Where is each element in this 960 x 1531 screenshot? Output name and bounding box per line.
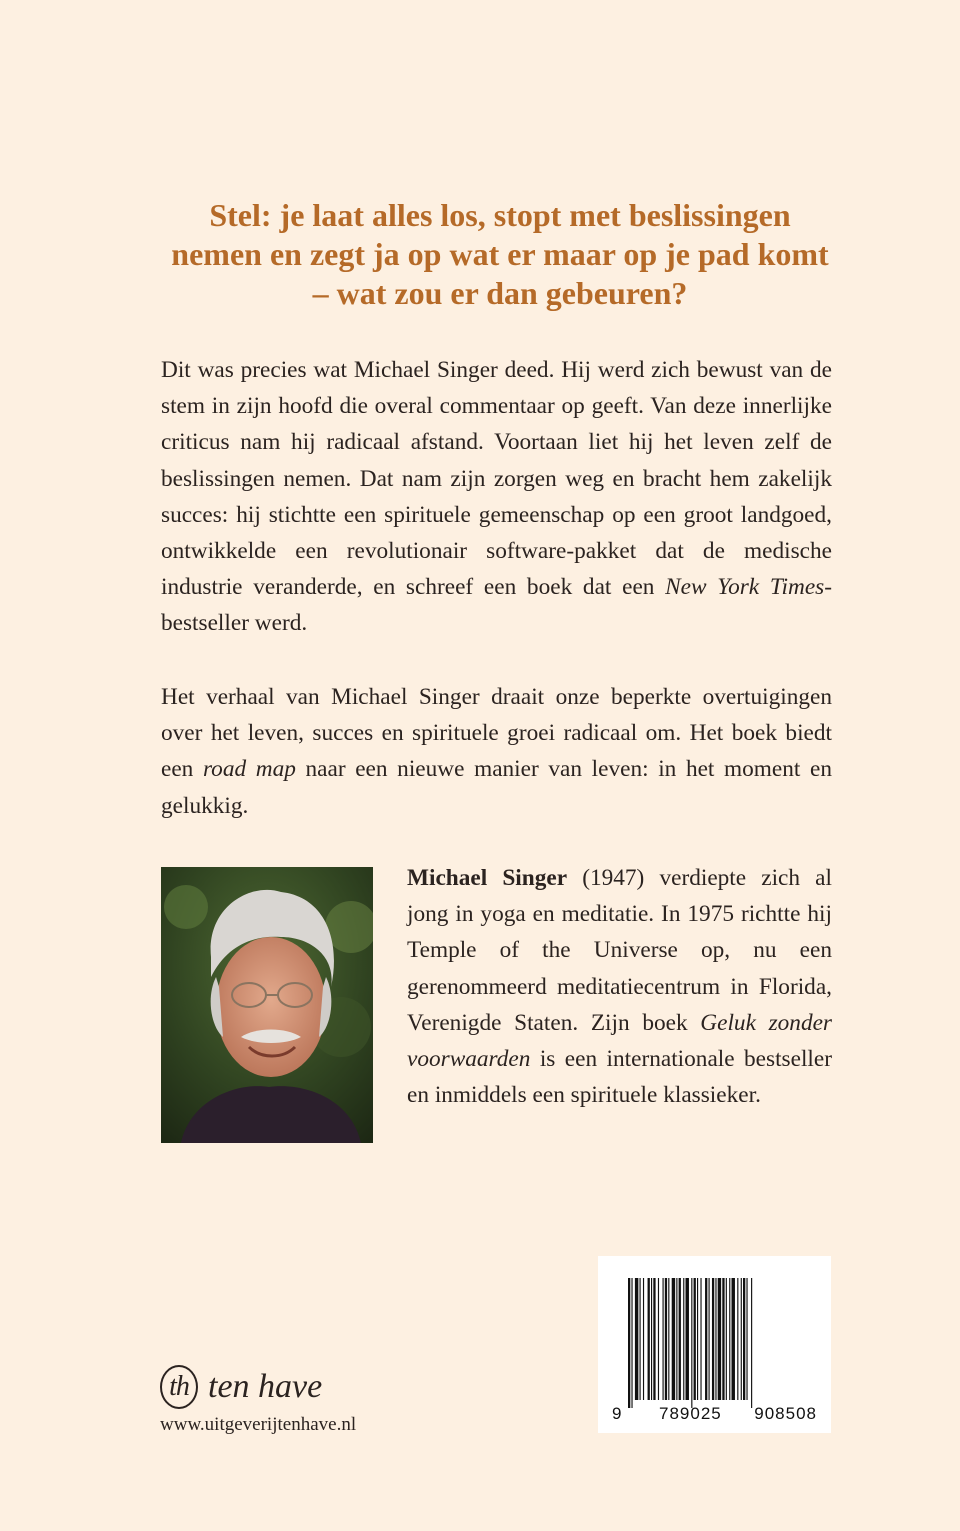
- barcode-bar: [628, 1278, 630, 1408]
- tagline-line-2: nemen en zegt ja op wat er maar op je pad komt: [171, 236, 829, 272]
- description-paragraph-2: [161, 679, 832, 824]
- barcode-bar: [697, 1278, 698, 1400]
- barcode-bar: [665, 1278, 667, 1400]
- paragraph-2-italic: road map: [202, 756, 296, 783]
- barcode-group-1: 789025: [659, 1404, 722, 1423]
- barcode-bar: [746, 1278, 747, 1400]
- barcode-bar: [676, 1278, 677, 1400]
- barcode-bar: [743, 1278, 745, 1400]
- barcode-bar: [732, 1278, 735, 1400]
- description-paragraph-1: [161, 352, 832, 642]
- barcode-bar: [651, 1278, 652, 1400]
- barcode-bar: [737, 1278, 738, 1400]
- publisher-logo-mark: th: [160, 1365, 198, 1409]
- barcode-bar: [705, 1278, 707, 1400]
- tagline: [120, 196, 880, 313]
- paragraph-1-text-end: -bestseller werd.: [161, 574, 832, 637]
- barcode-bars: [620, 1278, 809, 1408]
- publisher-url[interactable]: www.uitgeverijtenhave.nl: [160, 1414, 357, 1435]
- barcode-bar: [726, 1278, 727, 1400]
- paragraph-2-text-end: naar een nieuwe manier van leven: in het moment en gelukkig.: [161, 756, 833, 819]
- isbn-barcode: [598, 1256, 831, 1433]
- author-bio-text-end: is een internationale bestseller en inmiddels een spirituele klassieker.: [407, 1046, 832, 1109]
- barcode-bar: [718, 1278, 721, 1400]
- barcode-bar: [668, 1278, 669, 1400]
- paragraph-1-text: Dit was precies wat Michael Singer deed. Hij werd zich bewust van de stem in zijn hoofd die overal commentaar op geeft. Van deze innerlijke criticus nam hij radicaal afstand. Voortaan liet hij het leven zelf de beslissingen nemen. Dat nam zijn zorgen weg en bracht hem zakelijk succes: hij stichtte een spirituele gemeenschap op een groot landgoed, ontwikkelde een revolutionair software-pakket dat de medische industrie veranderde, en schreef een boek dat een: [161, 357, 832, 601]
- barcode-bar: [709, 1278, 710, 1400]
- barcode-bar: [700, 1278, 701, 1400]
- barcode-bar: [715, 1278, 716, 1400]
- tagline-line-1: Stel: je laat alles los, stopt met beslissingen: [209, 197, 791, 233]
- publisher-name: ten have: [208, 1368, 323, 1405]
- barcode-bar: [722, 1278, 724, 1400]
- paragraph-1-italic: New York Times: [665, 574, 825, 601]
- tagline-line-3: – wat zou er dan gebeuren?: [312, 275, 688, 311]
- barcode-bar: [653, 1278, 655, 1400]
- author-bio-text: (1947) verdiepte zich al jong in yoga en meditatie. In 1975 richtte hij Temple of the Universe op, nu een gerenommeerd meditatiecentrum in Florida, Verenigde Staten. Zijn boek: [407, 865, 832, 1036]
- barcode-bar: [694, 1278, 696, 1400]
- barcode-bar: [658, 1278, 659, 1400]
- barcode-first-digit: 9: [612, 1404, 623, 1423]
- author-name: Michael Singer: [407, 865, 568, 891]
- barcode-bar: [640, 1278, 641, 1400]
- barcode-bar: [691, 1278, 692, 1408]
- barcode-number: [612, 1404, 817, 1424]
- barcode-bar: [712, 1278, 714, 1400]
- barcode-bar: [741, 1278, 742, 1400]
- author-book-title: Geluk zonder voorwaarden: [407, 1009, 832, 1073]
- barcode-bar: [751, 1278, 752, 1408]
- barcode-bar: [663, 1278, 664, 1400]
- barcode-bar: [635, 1278, 638, 1400]
- barcode-bar: [643, 1278, 644, 1400]
- barcode-bar: [672, 1278, 675, 1400]
- paragraph-2-text: Het verhaal van Michael Singer draait onze beperkte overtuigingen over het leven, succes en spirituele groei radicaal om. Het boek biedt een: [161, 684, 832, 783]
- publisher-logo: [160, 1362, 380, 1412]
- author-photo: [161, 867, 373, 1143]
- barcode-bar: [729, 1278, 730, 1400]
- author-bio: [407, 860, 832, 1113]
- barcode-bar: [648, 1278, 650, 1400]
- barcode-group-2: 908508: [754, 1404, 817, 1423]
- barcode-bar: [683, 1278, 684, 1400]
- barcode-bar: [631, 1278, 632, 1408]
- barcode-bar: [679, 1278, 681, 1400]
- barcode-bar: [686, 1278, 689, 1400]
